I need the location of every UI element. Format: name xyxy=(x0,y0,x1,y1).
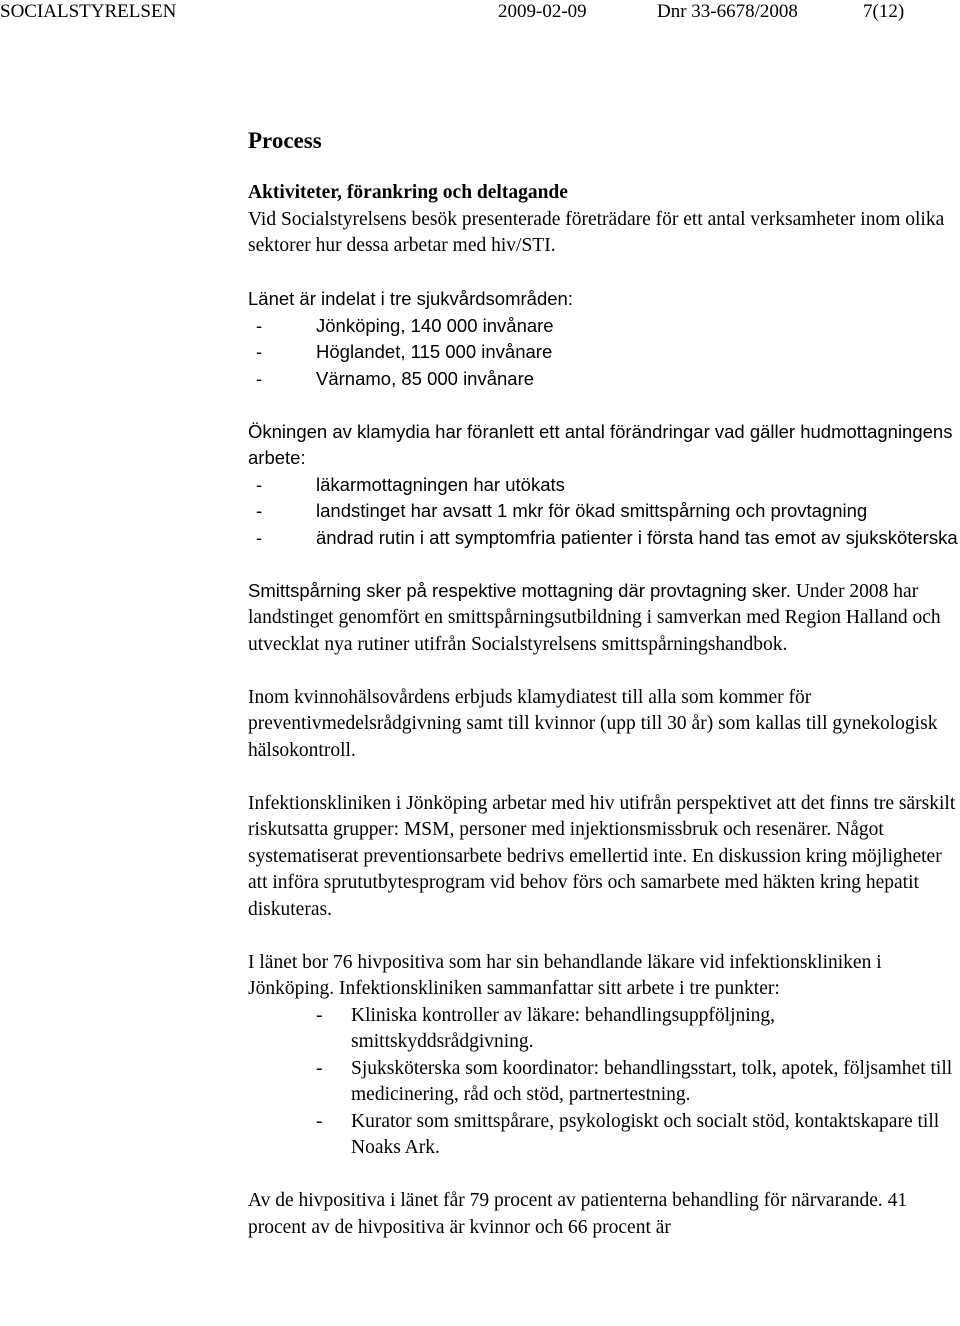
activities-section xyxy=(248,180,960,260)
list-item: - Kurator som smittspårare, psykologiskt och socialt stöd, kontaktskapare till Noaks Ark. xyxy=(248,1109,960,1162)
kvinnohalsovard-paragraph: Inom kvinnohälsovårdens erbjuds klamydiatest till alla som kommer för preventivmedelsrådgivning samt till kvinnor (upp till 30 år) som kallas till gynekologisk hälsokontroll. xyxy=(248,686,938,761)
regions-block xyxy=(248,286,960,392)
list-item: - Kliniska kontroller av läkare: behandlingsuppföljning, smittskyddsrådgivning. xyxy=(248,1003,960,1056)
klamydia-lead: Ökningen av klamydia har föranlett ett antal förändringar vad gäller hudmottagningens arbete: xyxy=(248,420,953,468)
list-item: - Värnamo, 85 000 invånare xyxy=(248,366,960,393)
hivpositiva-block xyxy=(248,950,960,1162)
section-title: Process xyxy=(248,128,322,153)
subheading: Aktiviteter, förankring och deltagande xyxy=(248,182,568,203)
list-item: - Höglandet, 115 000 invånare xyxy=(248,339,960,366)
header-page-number: 7(12) xyxy=(863,1,905,22)
list-item: - ändrad rutin i att symptomfria patienter i första hand tas emot av sjuksköterska xyxy=(248,525,960,552)
three-points-list xyxy=(248,1003,960,1162)
hivpositiva-lead: I länet bor 76 hivpositiva som har sin behandlande läkare vid infektionskliniken i Jönköping. Infektionskliniken sammanfattar sitt arbete i tre punkter: xyxy=(248,951,882,999)
treatment-paragraph: Av de hivpositiva i länet får 79 procent av patienterna behandling för närvarande. 41 procent av de hivpositiva är kvinnor och 66 procent är xyxy=(248,1190,908,1238)
list-item: - Jönköping, 140 000 invånare xyxy=(248,313,960,340)
regions-list xyxy=(248,313,960,393)
list-item: - Sjuksköterska som koordinator: behandlingsstart, tolk, apotek, följsamhet till medicinering, råd och stöd, partnertestning. xyxy=(248,1056,960,1109)
document-body xyxy=(248,124,960,1241)
smittsparning-sentence: Smittspårning sker på respektive mottagning där provtagning sker. xyxy=(248,579,791,601)
page-header xyxy=(0,0,960,24)
list-item: - landstinget har avsatt 1 mkr för ökad smittspårning och provtagning xyxy=(248,498,960,525)
intro-paragraph: Vid Socialstyrelsens besök presenterade företrädare för ett antal verksamheter inom olika sektorer hur dessa arbetar med hiv/STI. xyxy=(248,208,945,256)
regions-lead: Länet är indelat i tre sjukvårdsområden: xyxy=(248,288,573,309)
klamydia-block xyxy=(248,419,960,552)
smittsparning-paragraph xyxy=(248,578,960,659)
header-reference-number: Dnr 33-6678/2008 xyxy=(657,1,798,22)
header-date: 2009-02-09 xyxy=(498,1,587,22)
training-sentence: Under 2008 har landstinget genomfört en smittspårningsutbildning i samverkan med Region Halland och utvecklat nya rutiner utifrån Socialstyrelsens smittspårningshandbok. xyxy=(248,580,941,655)
infektionskliniken-paragraph: Infektionskliniken i Jönköping arbetar med hiv utifrån perspektivet att det finns tre särskilt riskutsatta grupper: MSM, personer med injektionsmissbruk och resenärer. Något systematiserat preventionsarbete bedrivs emellertid inte. En diskussion kring möjligheter att införa sprututbytesprogram vid behov förs och samarbete med häkten kring hepatit diskuteras. xyxy=(248,792,956,920)
list-item: - läkarmottagningen har utökats xyxy=(248,472,960,499)
header-organization: SOCIALSTYRELSEN xyxy=(0,1,177,22)
klamydia-list xyxy=(248,472,960,552)
